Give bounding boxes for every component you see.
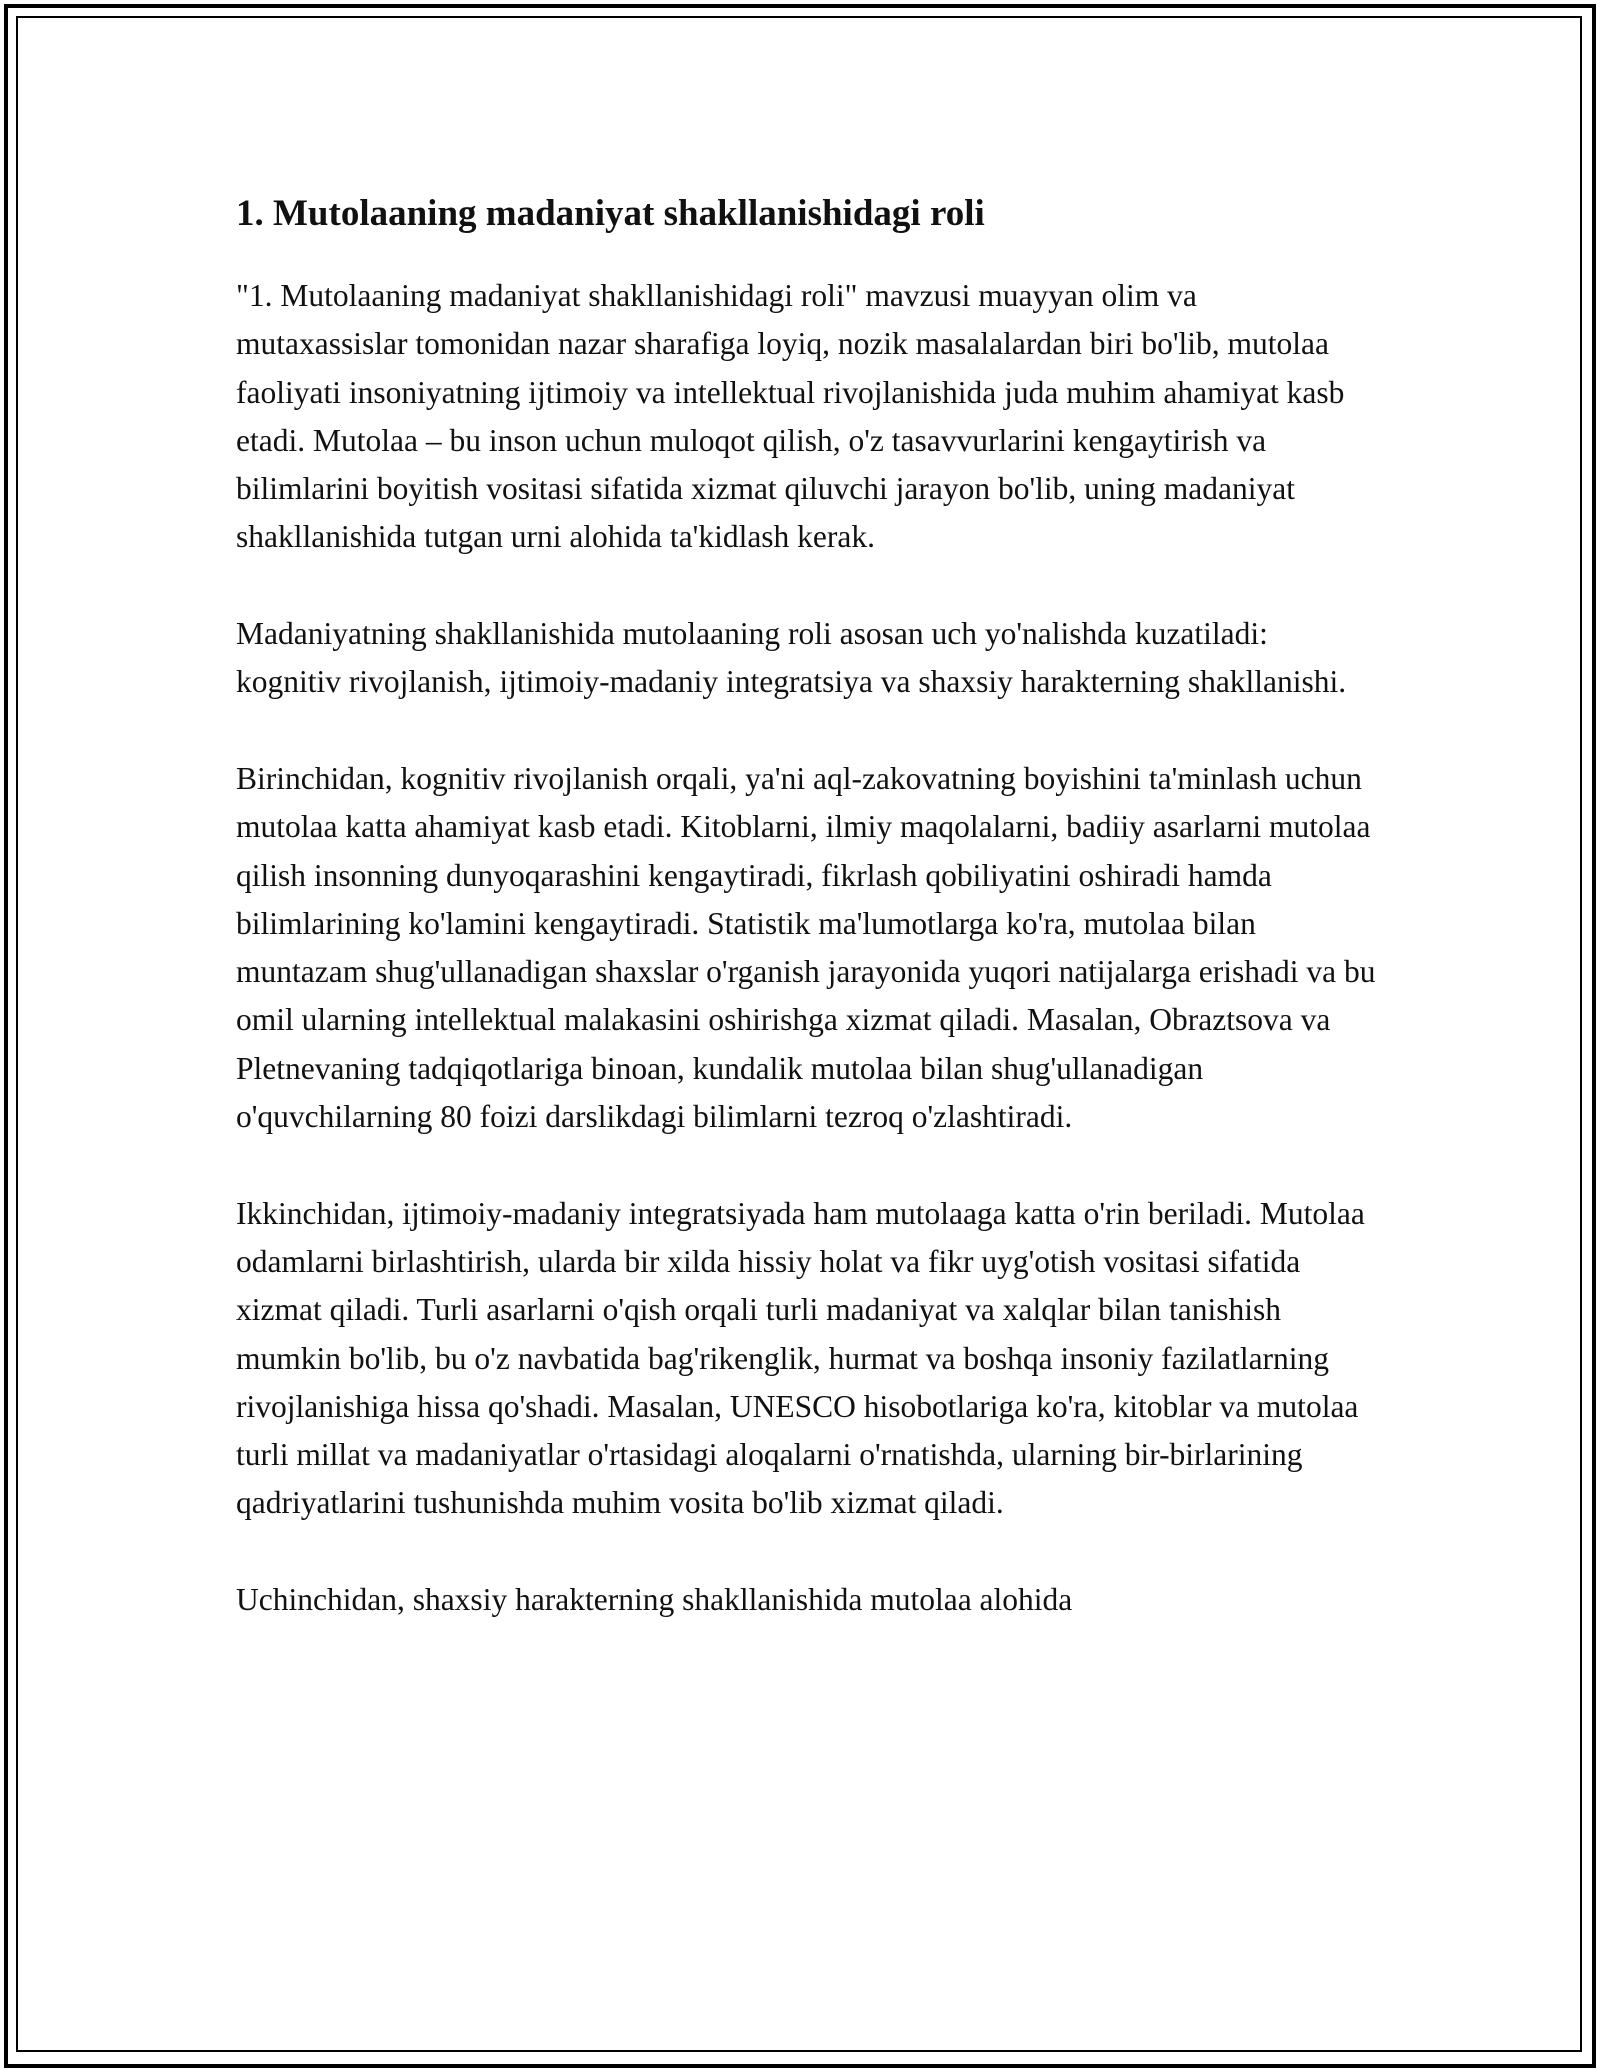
paragraph-cognitive: Birinchidan, kognitiv rivojlanish orqali, ya'ni aql-zakovatning boyishini ta'minlash uchun mutolaa katta ahamiyat kasb etadi. Kitoblarni, ilmiy maqolalarni, badiiy asarlarni mutolaa qilish insonning dunyoqarashini kengaytiradi, fikrlash qobiliyatini oshiradi hamda bilimlarining ko'lamini kengaytiradi. Statistik ma'lumotlarga ko'ra, mutolaa bilan muntazam shug'ullanadigan shaxslar o'rganish jarayonida yuqori natijalarga erishadi va bu omil ularning intellektual malakasini oshirishga xizmat qiladi. Masalan, Obraztsova va Pletnevaning tadqiqotlariga binoan, kundalik mutolaa bilan shug'ullanadigan o'quvchilarning 80 foizi darslikdagi bilimlarni tezroq o'zlashtiradi. <box>236 760 1376 1135</box>
paragraph-intro: "1. Mutolaaning madaniyat shakllanishidagi roli" mavzusi muayyan olim va mutaxassislar tomonidan nazar sharafiga loyiq, nozik masalalardan biri bo'lib, mutolaa faoliyati insoniyatning ijtimoiy va intellektual rivojlanishida juda muhim ahamiyat kasb etadi. Mutolaa – bu inson uchun muloqot qilish, o'z tasavvurlarini kengaytirish va bilimlarini boyitish vositasi sifatida xizmat qiluvchi jarayon bo'lib, uning madaniyat shakllanishida tutgan urni alohida ta'kidlash kerak. <box>236 278 1345 555</box>
paragraph-three-directions: Madaniyatning shakllanishida mutolaaning roli asosan uch yo'nalishda kuzatiladi: kognitiv rivojlanish, ijtimoiy-madaniy integratsiya va shaxsiy harakterning shakllanishi. <box>236 616 1347 700</box>
document-body <box>236 186 1376 1673</box>
paragraph-sociocultural: Ikkinchidan, ijtimoiy-madaniy integratsiyada ham mutolaaga katta o'rin beriladi. Mutolaa odamlarni birlashtirish, ularda bir xilda hissiy holat va fikr uyg'otish vositasi sifatida xizmat qiladi. Turli asarlarni o'qish orqali turli madaniyat va xalqlar bilan tanishish mumkin bo'lib, bu o'z navbatida bag'rikenglik, hurmat va boshqa insoniy fazilatlarning rivojlanishiga hissa qo'shadi. Masalan, UNESCO hisobotlariga ko'ra, kitoblar va mutolaa turli millat va madaniyatlar o'rtasidagi aloqalarni o'rnatishda, ularning bir-birlarining qadriyatlarini tushunishda muhim vosita bo'lib xizmat qiladi. <box>236 1195 1365 1521</box>
paragraph-personal-character: Uchinchidan, shaxsiy harakterning shakllanishida mutolaa alohida <box>236 1582 1073 1618</box>
document-title: 1. Mutolaaning madaniyat shakllanishidagi roli <box>236 193 985 234</box>
